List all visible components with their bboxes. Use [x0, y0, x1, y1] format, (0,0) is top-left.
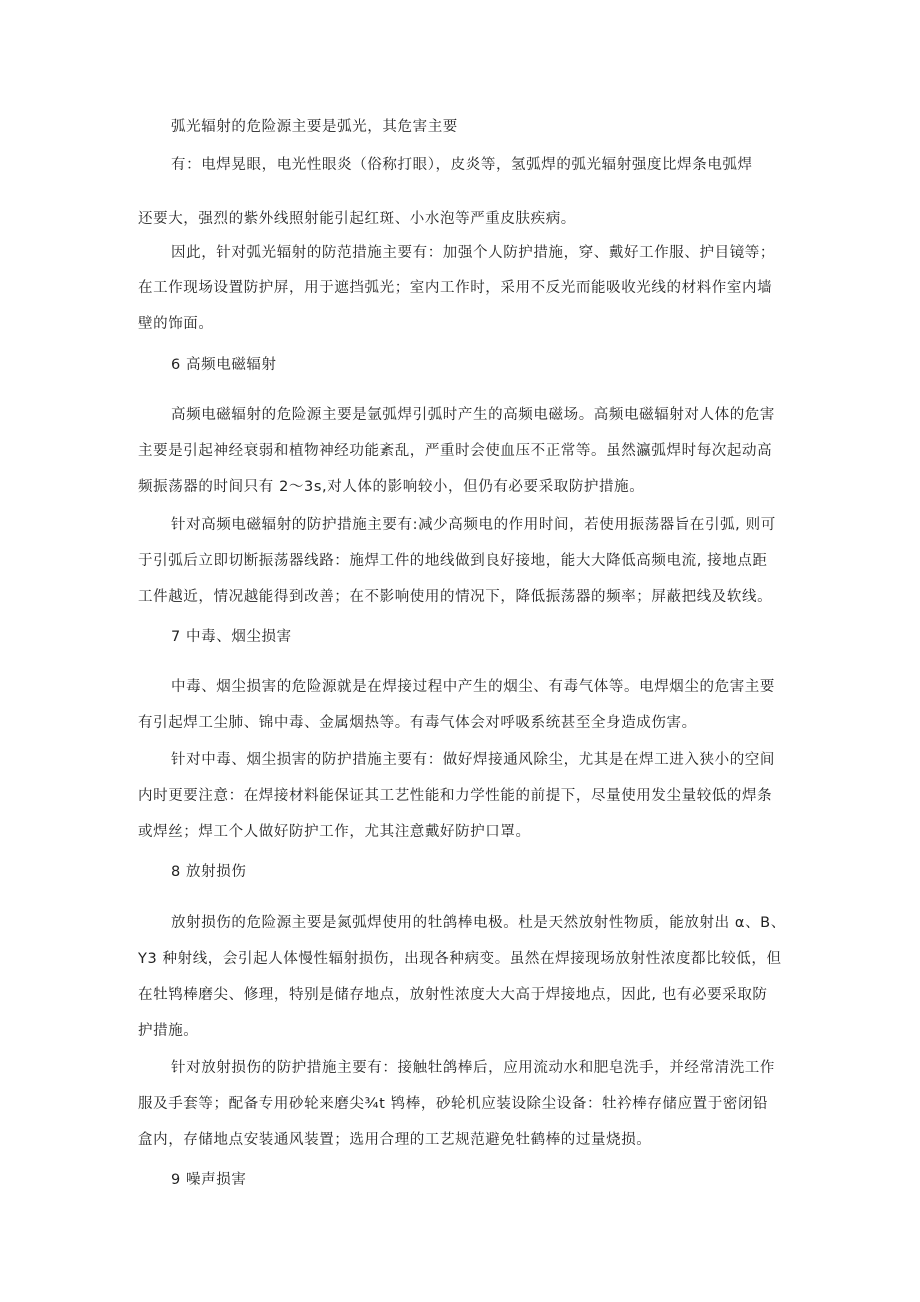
- arc-radiation-line-3: 还要大，强烈的紫外线照射能引起红斑、小水泡等严重皮肤疾病。: [138, 211, 576, 227]
- section-6-heading: 6 高频电磁辐射: [171, 357, 277, 373]
- section-7-para-1-line-2: 有引起焊工尘肺、锦中毒、金属烟热等。有毒气体会对呼吸系统甚至全身造成伤害。: [138, 715, 697, 731]
- section-6-para-2-line-2: 于引弧后立即切断振荡器线路：施焊工件的地线做到良好接地，能大大降低高频电流, 接地点距: [138, 553, 768, 569]
- section-8-para-1-line-2: Y3 种射线，会引起人体慢性辐射损伤，出现各种病变。虽然在焊接现场放射性浓度都比较低，但: [138, 951, 782, 967]
- section-6-para-1-line-1: 高频电磁辐射的危险源主要是氩弧焊引弧时产生的高频电磁场。高频电磁辐射对人体的危害: [171, 407, 775, 423]
- section-7-para-2-line-2: 内时更要注意：在焊接材料能保证其工艺性能和力学性能的前提下，尽量使用发尘量较低的焊条: [138, 788, 773, 804]
- section-8-para-1-line-3: 在牡鸨棒磨尖、修理，特别是储存地点，放射性浓度大大高于焊接地点，因此, 也有必要采取防: [138, 987, 768, 1003]
- section-6-para-2-line-3: 工件越近，情况越能得到改善；在不影响使用的情况下，降低振荡器的频率；屏蔽把线及软线。: [138, 589, 773, 605]
- section-8-para-1-line-1: 放射损伤的危险源主要是氮弧焊使用的牡鸽棒电极。杜是天然放射性物质，能放射出 α、B、: [171, 915, 786, 931]
- arc-radiation-line-1: 弧光辐射的危险源主要是弧光，其危害主要: [171, 119, 458, 135]
- section-6-para-1-line-3: 频振荡器的时间只有 2～3s,对人体的影响较小，但仍有必要采取防护措施。: [138, 479, 645, 495]
- section-7-para-2-line-3: 或焊丝；焊工个人做好防护工作，尤其注意戴好防护口罩。: [138, 824, 531, 840]
- section-9-heading: 9 噪声损害: [171, 1172, 247, 1188]
- section-7-para-2-line-1: 针对中毒、烟尘损害的防护措施主要有：做好焊接通风除尘，尤其是在焊工进入狭小的空间: [171, 752, 775, 768]
- arc-radiation-line-2: 有：电焊晃眼，电光性眼炎（俗称打眼），皮炎等，氢弧焊的弧光辐射强度比焊条电弧焊: [171, 157, 753, 173]
- section-6-para-2-line-1: 针对高频电磁辐射的防护措施主要有:减少高频电的作用时间，若使用振荡器旨在引弧, 则可: [171, 517, 776, 533]
- section-8-para-2-line-1: 针对放射损伤的防护措施主要有：接触牡鸽棒后，应用流动水和肥皂洗手，并经常清洗工作: [171, 1060, 775, 1076]
- section-8-para-1-line-4: 护措施。: [138, 1023, 199, 1039]
- arc-measures-line-1: 因此，针对弧光辐射的防范措施主要有：加强个人防护措施，穿、戴好工作服、护目镜等；: [171, 245, 775, 261]
- arc-measures-line-3: 壁的饰面。: [138, 316, 214, 332]
- section-8-heading: 8 放射损伤: [171, 864, 247, 880]
- section-8-para-2-line-3: 盒内，存储地点安装通风装置；选用合理的工艺规范避免牡鹤棒的过量烧损。: [138, 1132, 652, 1148]
- section-6-para-1-line-2: 主要是引起神经衰弱和植物神经功能紊乱，严重时会使血压不正常等。虽然瀛弧焊时每次起动高: [138, 443, 773, 459]
- arc-measures-line-2: 在工作现场设置防护屏，用于遮挡弧光；室内工作时，采用不反光而能吸收光线的材料作室内墙: [138, 280, 773, 296]
- section-7-heading: 7 中毒、烟尘损害: [171, 629, 292, 645]
- section-7-para-1-line-1: 中毒、烟尘损害的危险源就是在焊接过程中产生的烟尘、有毒气体等。电焊烟尘的危害主要: [171, 679, 775, 695]
- section-8-para-2-line-2: 服及手套等；配备专用砂轮来磨尖¾t 鸨棒，砂轮机应装设除尘设备：牡衿棒存储应置于密闭铅: [138, 1096, 769, 1112]
